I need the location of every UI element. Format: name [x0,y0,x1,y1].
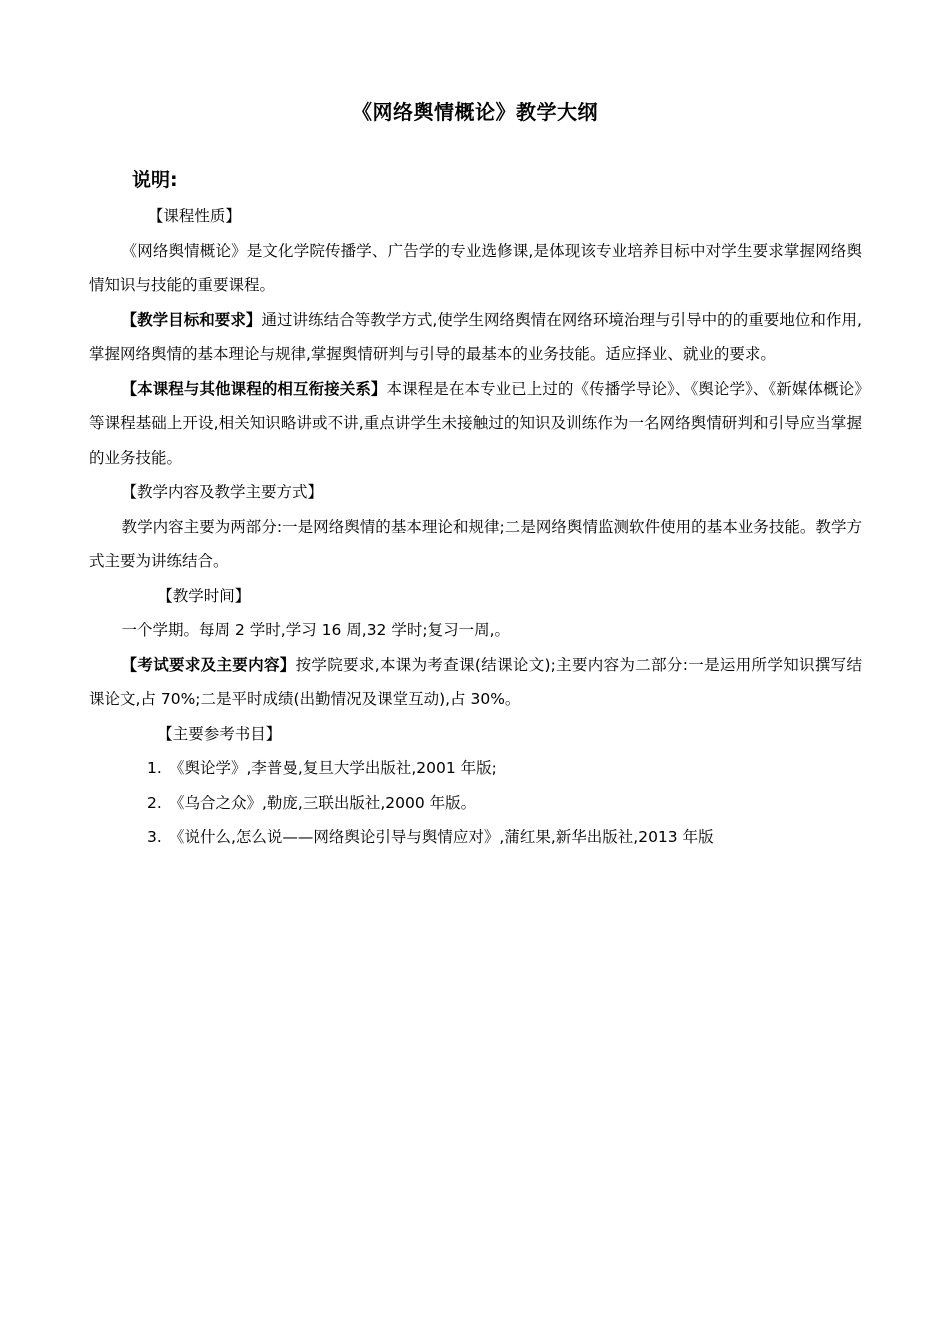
exam-heading: 【考试要求及主要内容】 [121,655,296,674]
content-paragraph: 教学内容主要为两部分:一是网络舆情的基本理论和规律;二是网络舆情监测软件使用的基本业务技能。教学方式主要为讲练结合。 [89,517,862,570]
section-heading: 说明: [132,169,178,191]
goals-text: 通过讲练结合等教学方式,使学生网络舆情在网络环境治理与引导中的的重要地位和作用,掌握网络舆情的基本理论与规律,掌握舆情研判与引导的最基本的业务技能。适应择业、就业的要求。 [89,310,862,363]
exam-paragraph [89,648,862,717]
refs-heading: 【主要参考书目】 [157,724,282,743]
course-nature-heading: 【课程性质】 [147,207,241,225]
reference-item [89,751,862,786]
content-heading: 【教学内容及教学主要方式】 [121,483,324,501]
relation-heading: 【本课程与其他课程的相互衔接关系】 [121,379,387,398]
relation-paragraph [89,372,862,476]
goals-paragraph [89,303,862,372]
reference-item [89,820,862,855]
reference-item [89,786,862,821]
reference-text: 《舆论学》,李普曼,复旦大学出版社,2001 年版; [169,759,497,777]
goals-heading: 【教学目标和要求】 [121,310,262,329]
reference-list [89,751,862,855]
time-heading: 【教学时间】 [157,586,251,605]
reference-text: 《乌合之众》,勒庞,三联出版社,2000 年版。 [169,793,477,812]
reference-text: 《说什么,怎么说——网络舆论引导与舆情应对》,蒲红果,新华出版社,2013 年版 [169,828,714,846]
relation-text: 本课程是在本专业已上过的《传播学导论》、《舆论学》、《新媒体概论》等课程基础上开设,相关知识略讲或不讲,重点讲学生未接触过的知识及训练作为一名网络舆情研判和引导应当掌握的业务技能。 [89,379,862,467]
document-title: 《网络舆情概论》教学大纲 [352,100,598,124]
exam-text: 按学院要求,本课为考查课(结课论文);主要内容为二部分:一是运用所学知识撰写结课论文,占 70%;二是平时成绩(出勤情况及课堂互动),占 30%。 [89,655,862,708]
course-nature-paragraph: 《网络舆情概论》是文化学院传播学、广告学的专业选修课,是体现该专业培养目标中对学生要求掌握网络舆情知识与技能的重要课程。 [89,241,862,294]
document-body [89,199,862,855]
reference-number: 1. [147,759,162,777]
reference-number: 3. [147,828,162,846]
reference-number: 2. [147,793,162,812]
time-paragraph: 一个学期。每周 2 学时,学习 16 周,32 学时;复习一周,。 [121,621,510,639]
